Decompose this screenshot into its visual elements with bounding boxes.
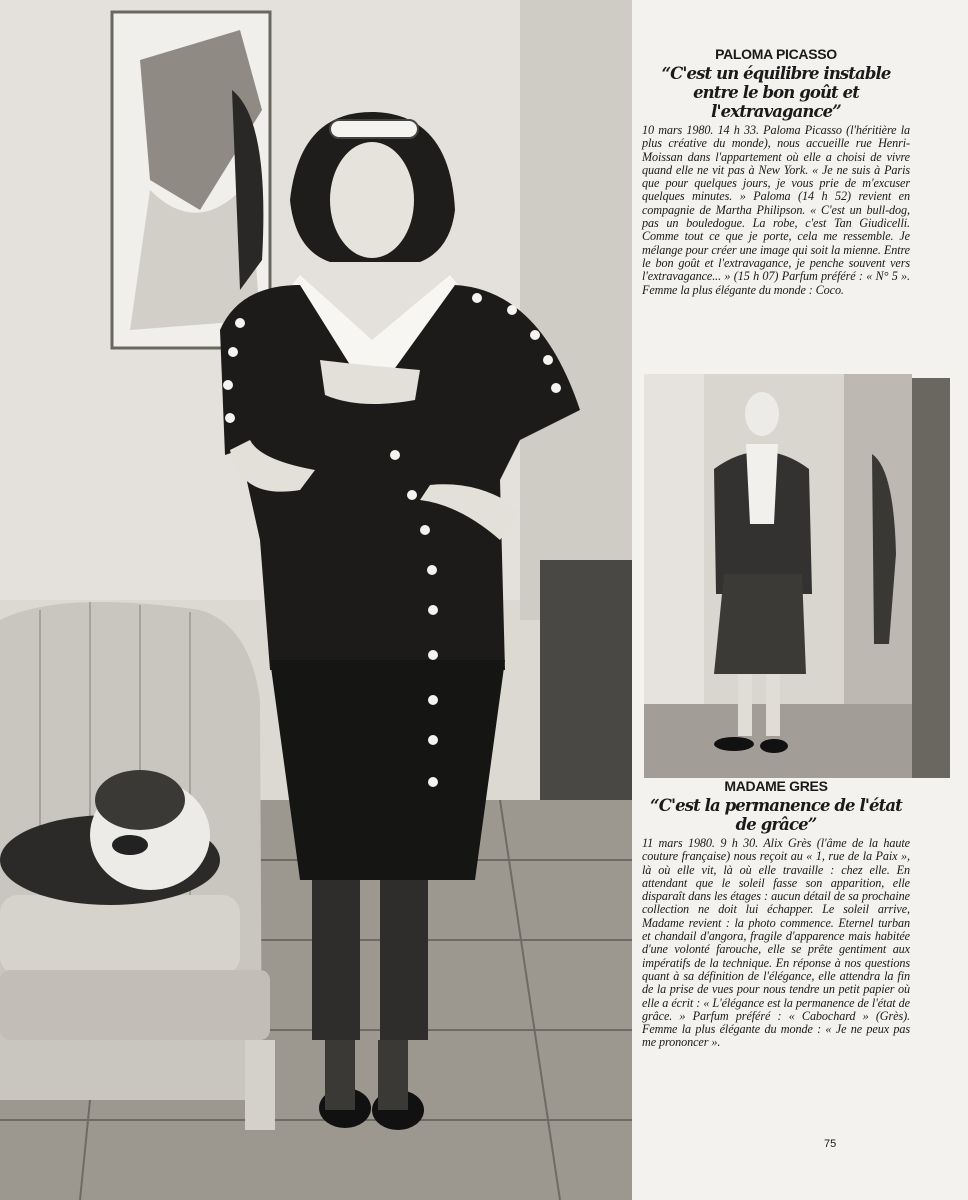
gres-quote: “C'est la permanence de l'état de grâce” bbox=[650, 796, 902, 834]
gres-body: 11 mars 1980. 9 h 30. Alix Grès (l'âme de la haute couture française) nous reçoit au « 1, rue de la Paix », là où elle vit, là où elle travaille : chez elle. En attendant que le soleil fasse son apparition, elle disparaît dans les étages : aucun détail de sa prochaine collection ne doit lui échapper. Le soleil arrive, Madame revient : la photo commence. Eternel turban et chandail d'angora, fragile d'apparence mais habitée d'une volonté farouche, elle se prête gentiment aux impératifs de la technique. En réponse à nos questions quant à sa définition de l'élégance, elle attendra la fin de la prise de vues pour nous tendre un petit papier où elle a écrit : « L'élégance est la permanence de l'état de grâce. » Parfum préféré : « Cabochard » (Grès). Femme la plus élégante du monde : « Je ne peux pas me prononcer ». bbox=[642, 836, 910, 1050]
page-number: 75 bbox=[824, 1138, 837, 1150]
picasso-quote: “C'est un équilibre instable entre le bon goût et l'extravagance” bbox=[661, 64, 891, 121]
picasso-body: 10 mars 1980. 14 h 33. Paloma Picasso (l'héritière la plus créative du monde), nous accueille rue Henri-Moissan dans l'appartement où elle a choisi de vivre quand elle ne vit pas à New York. « Je ne suis à Paris que pour quelques jours, je vous prie de m'excuser quelques minutes. » Paloma (14 h 52) revient en compagnie de Martha Philipson. « C'est un bull-dog, pas un bouledogue. La robe, c'est Tan Giudicelli. Comme tout ce que je porte, cela me ressemble. Je mélange pour créer une image qui soit la mienne. Entre le bon goût et l'extravagance, je penche souvent vers l'extravagance... » (15 h 07) Parfum préféré : « N° 5 ». Femme la plus élégante du monde : Coco. bbox=[642, 123, 910, 297]
side-photo-strip bbox=[912, 378, 950, 778]
gres-heading: MADAME GRES bbox=[724, 778, 828, 794]
gres-article bbox=[642, 778, 910, 1050]
gres-photo bbox=[644, 374, 912, 778]
picasso-heading: PALOMA PICASSO bbox=[715, 46, 837, 62]
picasso-article bbox=[642, 46, 910, 297]
